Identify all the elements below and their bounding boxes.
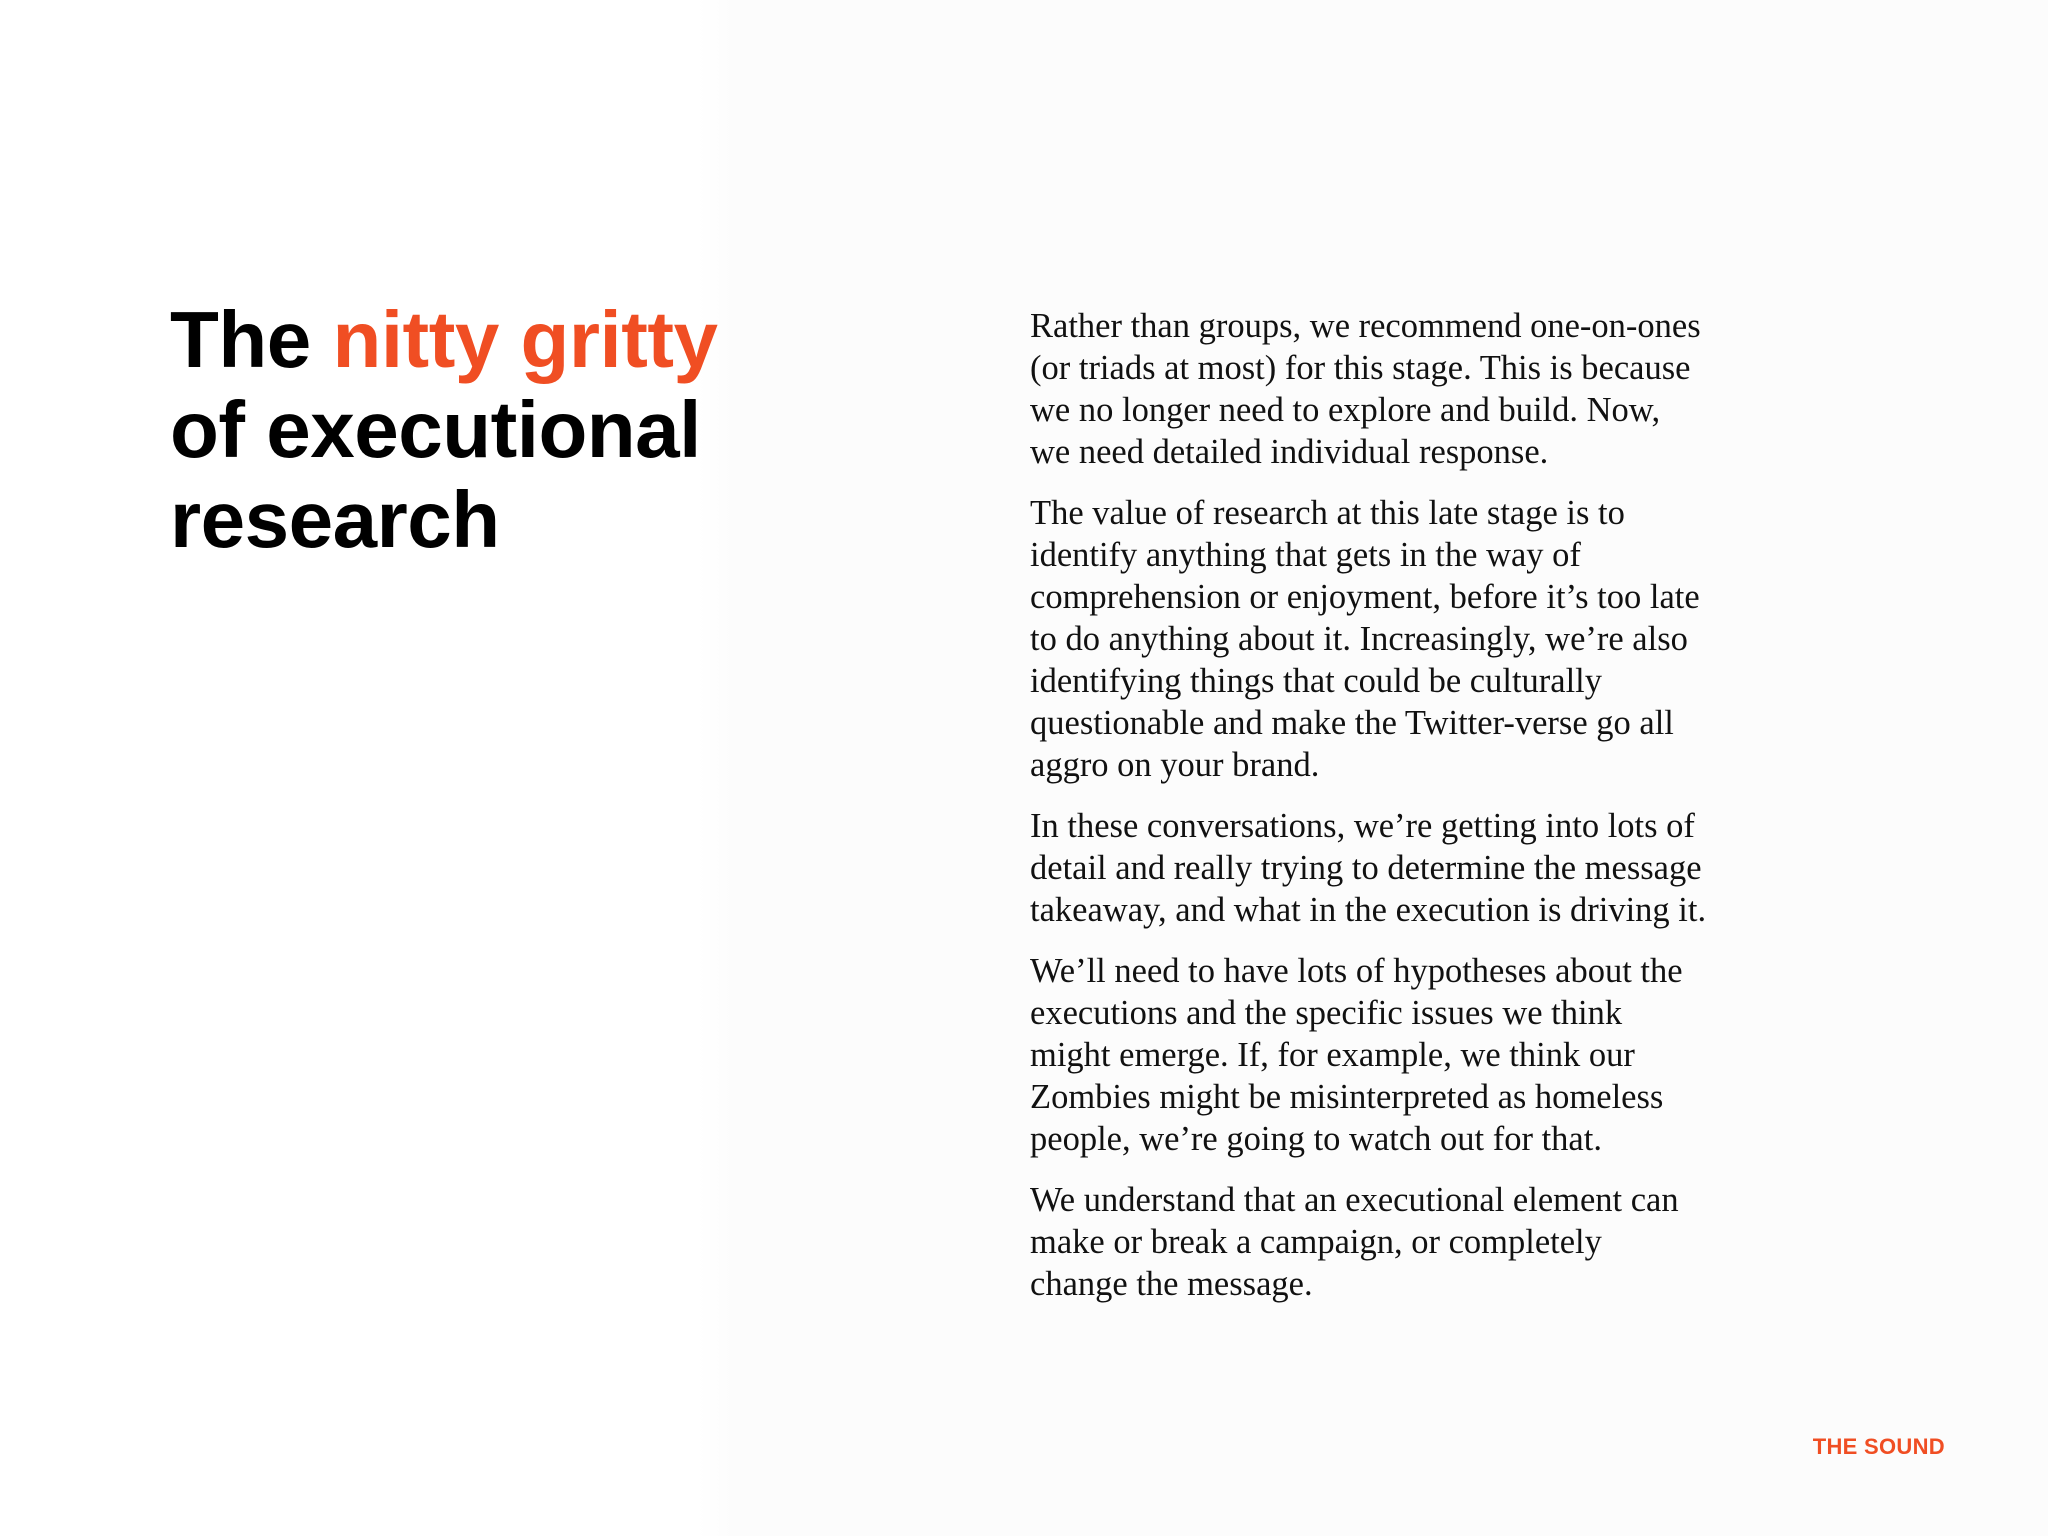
paragraph-2: The value of research at this late stage is to identify anything that gets in the way of comprehension or enjoyment, before it’s too late to do anything about it. Increasingly, we’re also identifying things that could be culturally questionable and make the Twitter-verse go all aggro on your brand. — [1030, 494, 1700, 784]
title-line-2: of executional — [170, 385, 701, 474]
paragraph-1: Rather than groups, we recommend one-on-ones (or triads at most) for this stage. This is because we no longer need to explore and build. Now, we need detailed individual response. — [1030, 307, 1701, 471]
paragraph-5: We understand that an executional element can make or break a campaign, or completely change the message. — [1030, 1181, 1679, 1303]
title-line-3: research — [170, 475, 500, 564]
title-line-1 — [170, 295, 890, 385]
body-text — [1030, 305, 1790, 1324]
paragraph-3: In these conversations, we’re getting into lots of detail and really trying to determine the message takeaway, and what in the execution is driving it. — [1030, 807, 1707, 929]
brand-logo-text: THE SOUND — [1812, 1434, 1945, 1459]
paragraph-4: We’ll need to have lots of hypotheses about the executions and the specific issues we think might emerge. If, for example, we think our Zombies might be misinterpreted as homeless people, we’re going to watch out for that. — [1030, 952, 1683, 1158]
title-part-1: The — [170, 295, 333, 384]
page-title — [170, 295, 890, 565]
title-accent: nitty gritty — [332, 295, 718, 384]
